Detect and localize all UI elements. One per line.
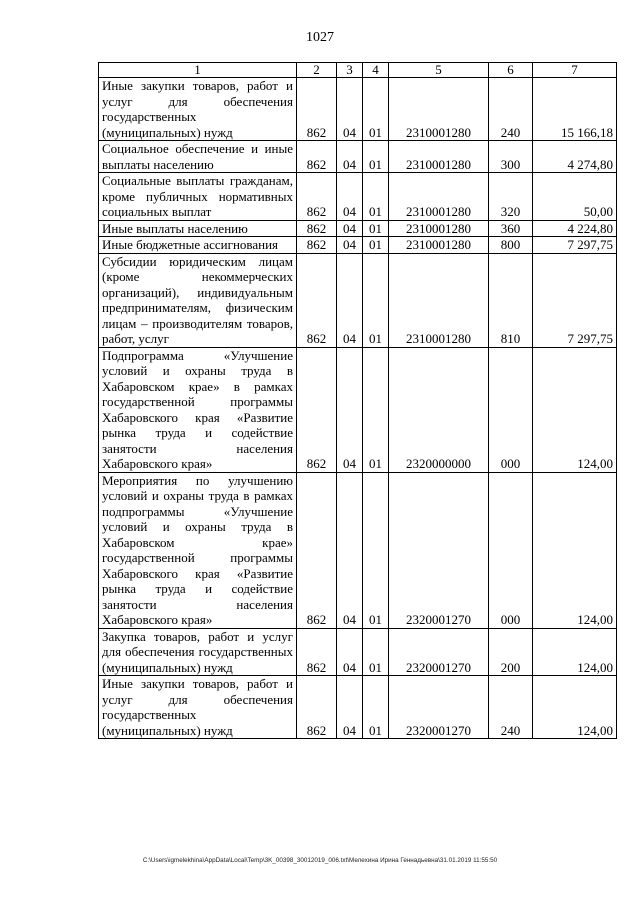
row-name-cell: Мероприятия по улучшению условий и охраны труда в рамках подпрограммы «Улучшение условий и охраны труда в Хабаровском крае» государственной программы Хабаровского края «Развитие рынка труда и содействие занятости населения Хабаровского края» [99,472,297,628]
row-section-cell: 04 [337,676,363,739]
column-header: 4 [363,63,389,78]
row-amount-cell: 124,00 [533,472,617,628]
row-target-article-cell: 2310001280 [389,78,489,141]
row-target-article-cell: 2310001280 [389,141,489,173]
row-code-cell: 862 [297,676,337,739]
row-expense-type-cell: 240 [489,78,533,141]
row-target-article-cell: 2320001270 [389,628,489,676]
table-header-row [99,63,617,78]
row-section-cell: 04 [337,347,363,472]
row-name-cell: Закупка товаров, работ и услуг для обеспечения государственных (муниципальных) нужд [99,628,297,676]
row-section-cell: 04 [337,472,363,628]
row-expense-type-cell: 000 [489,472,533,628]
row-target-article-cell: 2310001280 [389,173,489,221]
column-header: 1 [99,63,297,78]
page-number: 1027 [306,30,334,45]
table-row [99,253,617,347]
row-amount-cell: 50,00 [533,173,617,221]
row-amount-cell: 7 297,75 [533,237,617,254]
row-code-cell: 862 [297,237,337,254]
row-name-cell: Иные выплаты населению [99,220,297,237]
row-code-cell: 862 [297,472,337,628]
row-code-cell: 862 [297,347,337,472]
row-section-cell: 04 [337,628,363,676]
row-section-cell: 04 [337,237,363,254]
table-row [99,472,617,628]
row-expense-type-cell: 360 [489,220,533,237]
row-expense-type-cell: 240 [489,676,533,739]
column-header: 6 [489,63,533,78]
row-amount-cell: 4 224,80 [533,220,617,237]
row-code-cell: 862 [297,253,337,347]
row-target-article-cell: 2320000000 [389,347,489,472]
row-name-cell: Иные закупки товаров, работ и услуг для обеспечения государственных (муниципальных) нужд [99,78,297,141]
row-subsection-cell: 01 [363,347,389,472]
row-name-cell: Иные закупки товаров, работ и услуг для обеспечения государственных (муниципальных) нужд [99,676,297,739]
table-row [99,237,617,254]
table-row [99,676,617,739]
row-subsection-cell: 01 [363,253,389,347]
row-expense-type-cell: 000 [489,347,533,472]
row-name-cell: Субсидии юридическим лицам (кроме некоммерческих организаций), индивидуальным предпринимателям, физическим лицам – производителям товаров, работ, услуг [99,253,297,347]
column-header: 5 [389,63,489,78]
row-name-cell: Подпрограмма «Улучшение условий и охраны труда в Хабаровском крае» в рамках государственной программы Хабаровского края «Развитие рынка труда и содействие занятости населения Хабаровского края» [99,347,297,472]
footer-file-path: C:\Users\igmelekhina\AppData\Local\Temp\3K_00398_30012019_006.txt\Мелехина Ирина Геннадьевна\31.01.2019 11:55:50 [142,857,498,864]
row-section-cell: 04 [337,78,363,141]
table-row [99,347,617,472]
column-header: 3 [337,63,363,78]
row-target-article-cell: 2310001280 [389,237,489,254]
row-section-cell: 04 [337,253,363,347]
row-code-cell: 862 [297,220,337,237]
column-header: 7 [533,63,617,78]
row-expense-type-cell: 810 [489,253,533,347]
row-section-cell: 04 [337,220,363,237]
row-code-cell: 862 [297,78,337,141]
row-code-cell: 862 [297,628,337,676]
row-subsection-cell: 01 [363,173,389,221]
row-subsection-cell: 01 [363,676,389,739]
row-target-article-cell: 2310001280 [389,220,489,237]
row-amount-cell: 124,00 [533,628,617,676]
row-name-cell: Иные бюджетные ассигнования [99,237,297,254]
row-subsection-cell: 01 [363,628,389,676]
row-expense-type-cell: 800 [489,237,533,254]
row-target-article-cell: 2320001270 [389,472,489,628]
row-name-cell: Социальные выплаты гражданам, кроме публичных нормативных социальных выплат [99,173,297,221]
table-row [99,220,617,237]
row-subsection-cell: 01 [363,220,389,237]
row-target-article-cell: 2310001280 [389,253,489,347]
table-row [99,628,617,676]
row-amount-cell: 4 274,80 [533,141,617,173]
row-amount-cell: 7 297,75 [533,253,617,347]
table-row [99,78,617,141]
table-row [99,173,617,221]
row-subsection-cell: 01 [363,237,389,254]
row-code-cell: 862 [297,173,337,221]
row-subsection-cell: 01 [363,472,389,628]
row-code-cell: 862 [297,141,337,173]
row-amount-cell: 15 166,18 [533,78,617,141]
table-row [99,141,617,173]
row-amount-cell: 124,00 [533,347,617,472]
row-name-cell: Социальное обеспечение и иные выплаты населению [99,141,297,173]
row-section-cell: 04 [337,173,363,221]
budget-table [98,62,617,739]
row-amount-cell: 124,00 [533,676,617,739]
row-subsection-cell: 01 [363,141,389,173]
row-expense-type-cell: 320 [489,173,533,221]
column-header: 2 [297,63,337,78]
row-expense-type-cell: 300 [489,141,533,173]
row-expense-type-cell: 200 [489,628,533,676]
row-target-article-cell: 2320001270 [389,676,489,739]
row-subsection-cell: 01 [363,78,389,141]
row-section-cell: 04 [337,141,363,173]
